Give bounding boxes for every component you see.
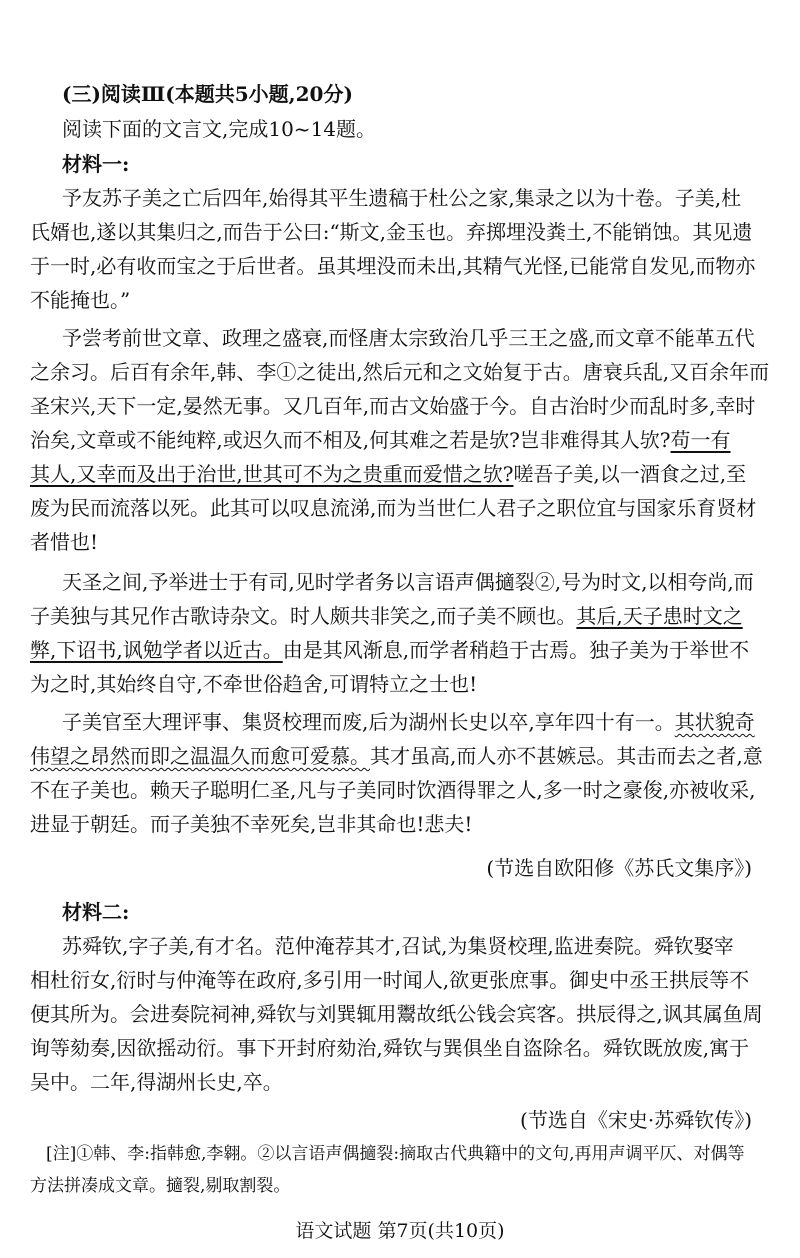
text-line: 吴中。二年,得湖州长史,卒。 <box>30 1070 283 1094</box>
text-line: 之余习。后百有余年,韩、李①之徒出,然后元和之文始复于古。唐衰兵乱,又百余年而 <box>30 360 770 384</box>
text-line: 为之时,其始终自守,不牵世俗趋舍,可谓特立之士也! <box>30 672 478 696</box>
material-2-title: 材料二: <box>62 900 130 924</box>
underlined-sentence: 苟一有 <box>670 428 731 452</box>
text-line: 者惜也! <box>30 530 99 554</box>
text-segment: 治矣,文章或不能纯粹,或迟久而不相及,何其难之若是欤?岂非难得其人欤? <box>30 428 671 452</box>
text-line: 氏婿也,遂以其集归之,而告于公曰:“斯文,金玉也。弃掷埋没粪土,不能销蚀。其见遗 <box>30 220 753 244</box>
wavy-underlined-sentence: 其状貌奇 <box>674 710 755 734</box>
page-footer: 语文试题 第7页(共10页) <box>295 1220 505 1242</box>
text-line <box>30 460 746 488</box>
material-1-source: (节选自欧阳修《苏氏文集序》) <box>486 856 752 880</box>
text-line: 予友苏子美之亡后四年,始得其平生遗稿于杜公之家,集录之以为十卷。子美,杜 <box>62 186 742 210</box>
wavy-underlined-sentence: 伟望之昂然而即之温温久而愈可爱慕。 <box>30 744 370 768</box>
text-segment: 子美独与其兄作古歌诗杂文。时人颇共非笑之,而子美不顾也。 <box>30 604 577 628</box>
text-line: 不在子美也。赖天子聪明仁圣,凡与子美同时饮酒得罪之人,多一时之豪俊,亦被收采, <box>30 778 756 802</box>
text-segment: 子美官至大理评事、集贤校理而废,后为湖州长史以卒,享年四十有一。 <box>62 710 675 734</box>
text-line: 于一时,必有收而宝之于后世者。虽其埋没而未出,其精气光怪,已能常自发见,而物亦 <box>30 254 756 278</box>
text-line <box>30 602 743 630</box>
footnote-line: [注]①韩、李:指韩愈,李翱。②以言语声偶擿裂:摘取古代典籍中的文句,再用声调平仄、对偶等 <box>46 1144 745 1164</box>
text-segment: 其才虽高,而人亦不甚嫉忌。其击而去之者,意 <box>370 744 763 768</box>
instruction: 阅读下面的文言文,完成10~14题。 <box>62 117 377 141</box>
underlined-sentence: 其人,又幸而及出于治世,世其可不为之贵重而爱惜之欤? <box>30 462 514 486</box>
underlined-sentence: 弊,下诏书,讽勉学者以近古。 <box>30 638 283 662</box>
section-heading: (三)阅读Ⅲ(本题共5小题,20分) <box>62 82 353 106</box>
text-line <box>62 708 755 736</box>
text-line: 不能掩也。” <box>30 288 131 312</box>
text-line: 予尝考前世文章、政理之盛衰,而怪唐太宗致治几乎三王之盛,而文章不能革五代 <box>62 326 755 350</box>
text-line: 便其所为。会进奏院祠神,舜钦与刘巽辄用鬻故纸公钱会宾客。拱辰得之,讽其属鱼周 <box>30 1002 763 1026</box>
text-segment: 由是其风渐息,而学者稍趋于古焉。独子美为于举世不 <box>282 638 750 662</box>
footnote-line: 方法拼凑成文章。擿裂,剔取割裂。 <box>30 1176 291 1196</box>
text-line: 天圣之间,予举进士于有司,见时学者务以言语声偶擿裂②,号为时文,以相夸尚,而 <box>62 570 754 594</box>
underlined-sentence: 其后,天子患时文之 <box>576 604 743 628</box>
text-line: 废为民而流落以死。此其可以叹息流涕,而为当世仁人君子之职位宜与国家乐育贤材 <box>30 496 757 520</box>
text-line <box>30 426 731 454</box>
text-line: 进显于朝廷。而子美独不幸死矣,岂非其命也!悲夫! <box>30 812 473 836</box>
text-line: 相杜衍女,衍时与仲淹等在政府,多引用一时闻人,欲更张庶事。御史中丞王拱辰等不 <box>30 968 750 992</box>
text-line: 苏舜钦,字子美,有才名。范仲淹荐其才,召试,为集贤校理,监进奏院。舜钦娶宰 <box>62 934 734 958</box>
text-line: 询等劾奏,因欲摇动衍。事下开封府劾治,舜钦与巽俱坐自盗除名。舜钦既放废,寓于 <box>30 1036 750 1060</box>
text-line <box>30 636 749 664</box>
material-1-title: 材料一: <box>62 152 130 176</box>
material-2-source: (节选自《宋史·苏舜钦传》) <box>520 1108 752 1132</box>
text-line <box>30 742 763 770</box>
text-line: 圣宋兴,天下一定,晏然无事。又几百年,而古文始盛于今。自古治时少而乱时多,幸时 <box>30 394 756 418</box>
text-segment: 嗟吾子美,以一酒食之过,至 <box>513 462 747 486</box>
